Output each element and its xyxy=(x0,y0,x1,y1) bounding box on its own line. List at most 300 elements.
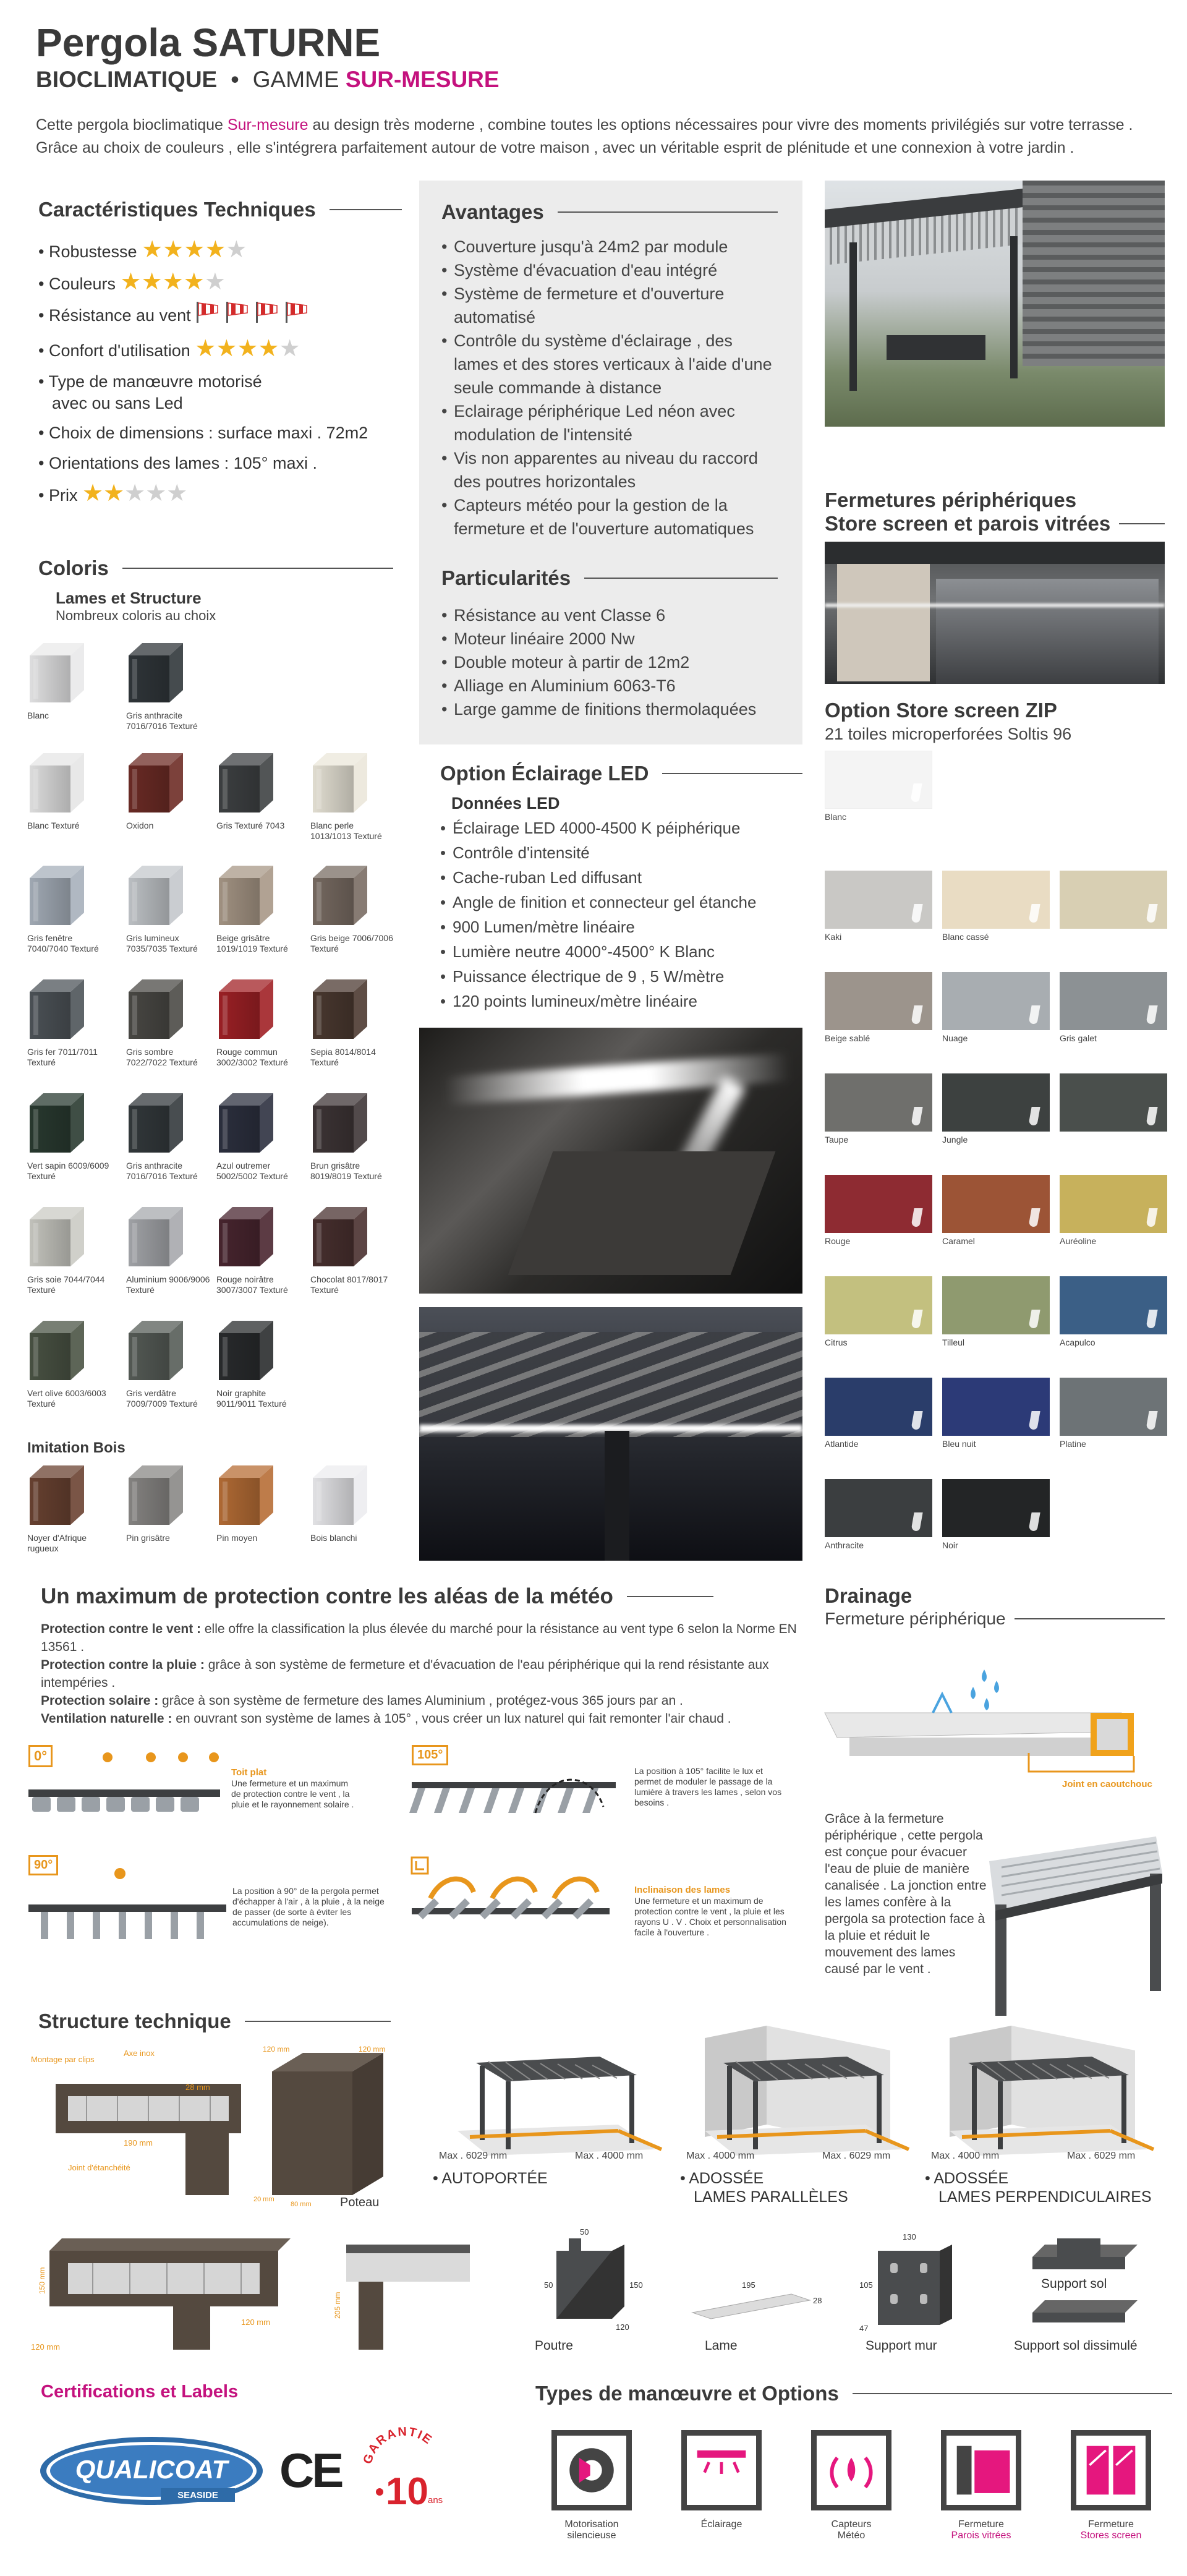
option-icon xyxy=(1071,2430,1151,2510)
fabric-label: Atlantide xyxy=(825,1439,859,1449)
color-swatch xyxy=(27,1318,114,1409)
list-item: • Système d'évacuation d'eau intégré xyxy=(441,258,778,282)
zip-tile-blanc: Blanc xyxy=(825,751,932,822)
color-swatch xyxy=(27,1091,114,1182)
swatch-label: Pin moyen xyxy=(216,1533,258,1543)
header xyxy=(36,21,1161,160)
fabric-sample xyxy=(942,1276,1050,1334)
fabric-sample xyxy=(942,1175,1050,1233)
fabric-sample xyxy=(825,871,932,929)
zip-sub: 21 toiles microperforées Soltis 96 xyxy=(825,725,1072,743)
svg-text:Poteau: Poteau xyxy=(340,2196,380,2209)
color-swatch xyxy=(310,863,397,954)
fermetures-title: Fermetures périphériques Store screen et parois vitrées xyxy=(825,488,1165,535)
color-swatch xyxy=(310,977,397,1068)
list-item: • Alliage en Aluminium 6063-T6 xyxy=(441,674,778,697)
fabric-swatch xyxy=(1060,1378,1167,1449)
profile-cube xyxy=(216,751,276,815)
drainage-text: Grâce à la fermeture périphérique , cette pergola est conçue pour évacuer l'eau de pluie de manière canalisée . La jonction entre les lames confère à la pergola sa protection face à la pluie et réduit le mouvement des lames causé par le vent . xyxy=(825,1812,987,1976)
profile-cube xyxy=(27,751,87,815)
color-swatch xyxy=(216,977,303,1068)
pergola-photo xyxy=(825,181,1165,427)
qualicoat-logo xyxy=(37,2434,266,2508)
swatch-label: Aluminium 9006/9006 Texturé xyxy=(126,1274,210,1295)
diagram-90deg: 90° La position à 90° de la pergola permet d'échapper à l'air , à la pluie , à la neige de passer (de sorte à éviter les accumulations de neige). xyxy=(28,1855,412,1954)
color-swatch xyxy=(310,1463,397,1543)
types-section xyxy=(535,2382,1172,2405)
option-glyph-icon xyxy=(1076,2436,1146,2505)
color-swatch xyxy=(126,1091,213,1182)
fabric-sample xyxy=(1060,871,1167,929)
profile-cube xyxy=(310,977,370,1041)
list-item: • Cache-ruban Led diffusant xyxy=(440,865,802,890)
fabric-label: Acapulco xyxy=(1060,1337,1096,1347)
fabric-swatch xyxy=(825,1276,932,1347)
option-type-3: Capteurs Météo xyxy=(799,2430,904,2554)
svg-text:ans: ans xyxy=(428,2495,443,2506)
led-list xyxy=(440,816,802,1013)
list-item: • Eclairage périphérique Led néon avec modulation de l'intensité xyxy=(441,399,778,446)
option-glyph-icon xyxy=(557,2436,626,2505)
fabric-swatch xyxy=(825,1073,932,1145)
fabric-label: Bleu nuit xyxy=(942,1439,976,1449)
profile-cube xyxy=(310,1463,370,1527)
carac-prix: • Prix ★★★★★ xyxy=(38,480,188,506)
svg-text:Support sol: Support sol xyxy=(1041,2277,1107,2291)
drainage-sub: Fermeture périphérique xyxy=(825,1609,1006,1628)
profile-cube xyxy=(27,1318,87,1383)
fabric-sample xyxy=(1060,972,1167,1030)
option-icon xyxy=(811,2430,891,2510)
swatch-label: Blanc xyxy=(27,710,49,720)
profile-cube xyxy=(126,977,185,1041)
swatch-label: Bois blanchi xyxy=(310,1533,357,1543)
list-item: • Couverture jusqu'à 24m2 par module xyxy=(441,235,778,258)
option-icon xyxy=(551,2430,632,2510)
option-icon xyxy=(681,2430,762,2510)
swatch-label: Sepia 8014/8014 Texturé xyxy=(310,1047,376,1067)
drainage-title: Drainage xyxy=(825,1584,913,1607)
star-icon: ★ xyxy=(204,269,226,295)
profile-cube xyxy=(27,1205,87,1269)
swatch-label: Gris beige 7006/7006 Texturé xyxy=(310,933,393,953)
option-type-4: Fermeture Parois vitrées xyxy=(929,2430,1034,2554)
types-title: Types de manœuvre et Options xyxy=(535,2382,1172,2405)
swatch-label: Vert sapin 6009/6009 Texturé xyxy=(27,1161,109,1181)
svg-text:Support mur: Support mur xyxy=(866,2339,937,2353)
profile-cube xyxy=(27,977,87,1041)
swatch-label: Azul outremer 5002/5002 Texturé xyxy=(216,1161,288,1181)
fabric-sample xyxy=(1060,1073,1167,1132)
color-swatch xyxy=(126,751,213,831)
list-item: • Double moteur à partir de 12m2 xyxy=(441,650,778,674)
svg-text:47: 47 xyxy=(859,2324,869,2333)
led-sub: Données LED xyxy=(451,794,560,812)
list-item: • Éclairage LED 4000-4500 K péiphérique xyxy=(440,816,802,840)
fabric-swatch xyxy=(942,1378,1050,1449)
color-swatch xyxy=(27,641,114,721)
profiles-diagram xyxy=(519,2226,1175,2368)
led-photo-2 xyxy=(419,1307,802,1561)
max-b: Max . 4000 mm xyxy=(575,2151,644,2161)
led-title: Option Éclairage LED xyxy=(440,762,802,785)
swatch-label: Gris lumineux 7035/7035 Texturé xyxy=(126,933,198,953)
star-icon: ★ xyxy=(166,480,188,506)
bois-title: Imitation Bois xyxy=(27,1439,126,1456)
carac-confort: • Confort d'utilisation ★★★★★ xyxy=(38,336,300,362)
color-swatch xyxy=(310,1091,397,1182)
list-item: • Moteur linéaire 2000 Nw xyxy=(441,627,778,650)
swatch-label: Gris Texturé 7043 xyxy=(216,821,285,830)
diagram-0deg: 0° Toit plat Une fermeture et un maximum de protection contre le vent , la pluie et le rayonnement solaire . xyxy=(28,1745,399,1832)
star-icon: ★ xyxy=(163,237,184,263)
particularites-title: Particularités xyxy=(441,566,778,590)
profile-cube xyxy=(216,1318,276,1383)
fabric-swatch xyxy=(825,1175,932,1246)
gutter-diagram xyxy=(321,2232,476,2356)
fabric-sample xyxy=(942,972,1050,1030)
louvres-90-icon xyxy=(28,1855,239,1954)
profile-cube xyxy=(126,1205,185,1269)
fabric-sample xyxy=(942,1479,1050,1537)
fabric-sample xyxy=(942,1378,1050,1436)
color-swatch xyxy=(216,1318,303,1409)
fabric-sample xyxy=(825,1276,932,1334)
carac-title: Caractéristiques Techniques xyxy=(38,198,402,221)
profile-cube xyxy=(126,863,185,928)
swatch-label: Blanc Texturé xyxy=(27,821,80,830)
config-3 xyxy=(925,2032,1166,2217)
star-icon: ★ xyxy=(142,237,163,263)
profile-cube xyxy=(126,1463,185,1527)
color-swatch xyxy=(27,1205,114,1295)
protection-title: Un maximum de protection contre les aléas de la météo xyxy=(41,1584,814,1609)
swatch-label: Blanc perle 1013/1013 Texturé xyxy=(310,821,382,841)
profile-cube xyxy=(27,1091,87,1155)
coloris-title: Coloris xyxy=(38,557,393,580)
option-type-1: Motorisation silencieuse xyxy=(539,2430,644,2554)
profile-cube xyxy=(310,1205,370,1269)
svg-text:Axe inox: Axe inox xyxy=(124,2049,155,2058)
rating-prix xyxy=(82,480,188,506)
fabric-sample xyxy=(1060,1175,1167,1233)
beam-corner-diagram xyxy=(31,2226,315,2356)
star-icon: ★ xyxy=(82,480,104,506)
fabric-swatch xyxy=(825,1479,932,1550)
fabric-sample xyxy=(942,1073,1050,1132)
color-swatch xyxy=(27,1463,114,1554)
fabric-label: Blanc cassé xyxy=(942,932,989,942)
star-icon: ★ xyxy=(124,480,146,506)
pergola-side-diagram xyxy=(977,1824,1175,2022)
intro-text: Cette pergola bioclimatique Sur-mesure au design très moderne , combine toutes les options nécessaires pour vivre des moments privilégiés sur votre terrasse . Grâce au choix de couleurs , elle s'intégrera parfaitement autour de votre maison , avec un véritable esprit de plénitude et une connexion à votre jardin . xyxy=(36,116,1133,156)
swatch-label: Chocolat 8017/8017 Texturé xyxy=(310,1274,388,1295)
louvres-incline-icon xyxy=(412,1855,622,1954)
fabric-swatch xyxy=(1060,871,1167,932)
profile-cube xyxy=(27,1463,87,1527)
diagram-105deg: 105° La position à 105° facilite le lux et permet de moduler le passage de la lumière à travers les lames , selon vos besoins . xyxy=(412,1745,807,1832)
swatch-label: Gris anthracite 7016/7016 Texturé xyxy=(126,1161,198,1181)
svg-text:150 mm: 150 mm xyxy=(38,2267,46,2294)
fabric-label: Kaki xyxy=(825,932,842,942)
color-swatch xyxy=(310,751,397,842)
fabric-swatch xyxy=(1060,1073,1167,1135)
fabric-label: Gris galet xyxy=(1060,1033,1097,1043)
profile-cube xyxy=(216,863,276,928)
svg-text:120: 120 xyxy=(616,2322,629,2332)
drainage-diagram xyxy=(825,1645,1165,1793)
config-2 xyxy=(680,2032,921,2217)
list-item: • Contrôle d'intensité xyxy=(440,840,802,865)
svg-text:120 mm: 120 mm xyxy=(241,2318,270,2327)
config-label: • AUTOPORTÉE xyxy=(433,2170,548,2187)
list-item: • Angle de finition et connecteur gel étanche xyxy=(440,890,802,915)
svg-text:28 mm: 28 mm xyxy=(185,2083,210,2092)
star-icon: ★ xyxy=(279,336,300,362)
swatch-label: Gris verdâtre 7009/7009 Texturé xyxy=(126,1388,198,1409)
swatch-label: Pin grisâtre xyxy=(126,1533,170,1543)
swatch-label: Rouge noirâtre 3007/3007 Texturé xyxy=(216,1274,288,1295)
fabric-label: Platine xyxy=(1060,1439,1086,1449)
fabric-swatch xyxy=(942,1479,1050,1550)
list-item: • Capteurs météo pour la gestion de la fermeture et de l'ouverture automatiques xyxy=(441,493,778,540)
fabric-swatch xyxy=(942,972,1050,1043)
swatch-label: Rouge commun 3002/3002 Texturé xyxy=(216,1047,288,1067)
option-icon xyxy=(941,2430,1021,2510)
profile-cube xyxy=(126,641,185,705)
structure-section xyxy=(38,2010,391,2033)
profile-cube xyxy=(310,863,370,928)
option-glyph-icon xyxy=(687,2436,756,2505)
drainage-section xyxy=(825,1584,1165,1629)
fabric-label: Nuage xyxy=(942,1033,968,1043)
carac-type: • Type de manœuvre motorisé avec ou sans Led xyxy=(38,372,262,412)
profile-cube xyxy=(310,751,370,815)
swatch-label: Gris fenêtre 7040/7040 Texturé xyxy=(27,933,99,953)
color-swatch xyxy=(27,977,114,1068)
list-item: • Puissance électrique de 9 , 5 W/mètre xyxy=(440,964,802,989)
swatch-label: Gris soie 7044/7044 Texturé xyxy=(27,1274,105,1295)
star-icon: ★ xyxy=(195,336,216,362)
max-b: Max . 6029 mm xyxy=(822,2151,891,2161)
fabric-swatch xyxy=(825,871,932,942)
list-item: • Contrôle du système d'éclairage , des lames et des stores verticaux à l'aide d'une seule commande à distance xyxy=(441,329,778,399)
swatch-label: Gris sombre 7022/7022 Texturé xyxy=(126,1047,198,1067)
fabric-label: Auréoline xyxy=(1060,1236,1097,1246)
profile-cube xyxy=(126,1318,185,1383)
color-swatch xyxy=(126,977,213,1068)
fabric-swatch xyxy=(942,1175,1050,1246)
fabric-sample xyxy=(1060,1276,1167,1334)
color-swatch xyxy=(216,1463,303,1543)
svg-text:20 mm: 20 mm xyxy=(253,2196,274,2203)
svg-text:10: 10 xyxy=(386,2470,428,2513)
fabric-swatch xyxy=(942,1276,1050,1347)
carac-robustesse: • Robustesse ★★★★★ xyxy=(38,237,247,263)
profile-cube xyxy=(216,1463,276,1527)
swatch-label: Oxidon xyxy=(126,821,154,830)
zip-section xyxy=(825,699,1165,744)
structure-title: Structure technique xyxy=(38,2010,391,2033)
avantages-box xyxy=(419,181,802,744)
svg-text:205 mm: 205 mm xyxy=(333,2292,342,2319)
swatch-label: Noir graphite 9011/9011 Texturé xyxy=(216,1388,287,1409)
svg-text:Poutre: Poutre xyxy=(535,2339,573,2353)
diagram-inclinaison: Inclinaison des lames Une fermeture et un maximum de protection contre le vent , la pluie et les rayons U . V . Choix et personnalisation facile à l'ouverture . xyxy=(412,1855,807,1960)
store-photo xyxy=(825,542,1165,684)
rating-confort xyxy=(195,336,300,362)
svg-text:Joint d'étanchéité: Joint d'étanchéité xyxy=(68,2163,130,2172)
swatch-label: Vert olive 6003/6003 Texturé xyxy=(27,1388,106,1409)
svg-text:QUALICOAT: QUALICOAT xyxy=(75,2455,228,2484)
color-swatch xyxy=(216,1091,303,1182)
svg-text:120 mm: 120 mm xyxy=(359,2045,386,2054)
svg-text:120 mm: 120 mm xyxy=(263,2045,290,2054)
svg-text:28: 28 xyxy=(813,2296,822,2305)
max-a: Max . 6029 mm xyxy=(439,2151,508,2161)
swatch-label: Gris fer 7011/7011 Texturé xyxy=(27,1047,98,1067)
fabric-label: Caramel xyxy=(942,1236,975,1246)
garantie-badge xyxy=(359,2426,451,2519)
profile-cube xyxy=(216,1205,276,1269)
svg-text:GARANTIE: GARANTIE xyxy=(360,2426,435,2466)
fabric-swatch xyxy=(1060,972,1167,1043)
svg-text:190 mm: 190 mm xyxy=(124,2138,153,2147)
star-icon: ★ xyxy=(258,336,279,362)
fabric-swatch xyxy=(942,871,1050,942)
fabric-swatch xyxy=(825,1378,932,1449)
page-title: Pergola SATURNE xyxy=(36,20,381,65)
svg-text:Support sol dissimulé: Support sol dissimulé xyxy=(1014,2339,1138,2353)
swatch-label: Beige grisâtre 1019/1019 Texturé xyxy=(216,933,288,953)
profile-cube xyxy=(310,1091,370,1155)
max-b: Max . 6029 mm xyxy=(1067,2151,1136,2161)
swatch-label: Brun grisâtre 8019/8019 Texturé xyxy=(310,1161,382,1181)
list-item: • Système de fermeture et d'ouverture automatisé xyxy=(441,282,778,329)
windsock-rating xyxy=(195,299,319,334)
svg-text:195: 195 xyxy=(742,2280,755,2290)
profile-cube xyxy=(27,641,87,705)
page-subtitle: BIOCLIMATIQUE • GAMME SUR-MESURE xyxy=(36,67,500,92)
option-glyph-icon xyxy=(817,2436,886,2505)
protection-section xyxy=(41,1584,814,1728)
config-1 xyxy=(433,2032,674,2217)
svg-text:Lame: Lame xyxy=(705,2339,738,2353)
star-icon: ★ xyxy=(103,480,125,506)
fabric-label: Tilleul xyxy=(942,1337,965,1347)
star-icon: ★ xyxy=(205,237,226,263)
ce-mark: CE xyxy=(279,2443,342,2497)
carac-list xyxy=(38,235,402,511)
beam-section-diagram xyxy=(31,2047,260,2207)
led-photo-1 xyxy=(419,1028,802,1294)
option-type-2: Éclairage xyxy=(669,2430,774,2554)
pergola-config-icon xyxy=(433,2032,674,2156)
svg-text:50: 50 xyxy=(580,2227,589,2237)
color-swatch xyxy=(310,1205,397,1295)
star-icon: ★ xyxy=(145,480,167,506)
star-icon: ★ xyxy=(141,269,163,295)
color-swatch xyxy=(126,1205,213,1295)
swatch-label: Noyer d'Afrique rugueux xyxy=(27,1533,87,1553)
fabric-sample xyxy=(942,871,1050,929)
color-swatch xyxy=(27,863,114,954)
profile-cube xyxy=(216,1091,276,1155)
option-glyph-icon xyxy=(947,2436,1016,2505)
fabric-label: Rouge xyxy=(825,1236,851,1246)
fabric-label: Jungle xyxy=(942,1135,968,1145)
carac-vent: • Résistance au vent xyxy=(38,299,402,334)
zip-title: Option Store screen ZIP xyxy=(825,699,1057,722)
color-swatch xyxy=(126,1318,213,1409)
swatch-label: Gris anthracite 7016/7016 Texturé xyxy=(126,710,198,731)
list-item: • 900 Lumen/mètre linéaire xyxy=(440,915,802,939)
fabric-sample xyxy=(825,972,932,1030)
fabric-sample xyxy=(825,1378,932,1436)
svg-text:SEASIDE: SEASIDE xyxy=(177,2490,218,2501)
color-swatch xyxy=(126,1463,213,1543)
protection-text: Protection contre le vent : elle offre la classification la plus élevée du marché pour la résistance au vent type 6 selon la Norme EN 13561 . Protection contre la pluie : grâce à son système de fermeture et d'évacuation de l'eau périphérique qui la rend résistante aux intempéries . Protection solaire : grâce à son système de fermeture des lames Aluminium , protégez-vous 365 jours par an . Ventilation naturelle : en ouvrant son système de lames à 105° , vous créer un lux naturel qui fait remonter l'air chaud . xyxy=(41,1622,797,1726)
windsock-icon xyxy=(195,299,319,324)
star-icon: ★ xyxy=(120,269,142,295)
color-swatch xyxy=(216,751,303,831)
max-a: Max . 4000 mm xyxy=(686,2151,755,2161)
star-icon: ★ xyxy=(237,336,258,362)
avantages-title: Avantages xyxy=(441,200,778,224)
svg-text:105: 105 xyxy=(859,2280,873,2290)
fabric-label: Beige sablé xyxy=(825,1033,870,1043)
color-swatch xyxy=(216,863,303,954)
avantages-list xyxy=(441,235,778,540)
led-section xyxy=(440,762,802,1013)
list-item: • 120 points lumineux/mètre linéaire xyxy=(440,989,802,1013)
coloris-sub: Lames et Structure Nombreux coloris au choix xyxy=(56,589,216,623)
color-swatch xyxy=(27,751,114,831)
star-icon: ★ xyxy=(184,237,205,263)
pergola-config-icon xyxy=(925,2032,1166,2156)
louvres-105-icon xyxy=(412,1745,634,1832)
config-label: • ADOSSÉE LAMES PERPENDICULAIRES xyxy=(925,2170,1152,2206)
list-item: • Large gamme de finitions thermolaquées xyxy=(441,697,778,721)
star-icon: ★ xyxy=(226,237,247,263)
fabric-swatch xyxy=(1060,1175,1167,1246)
particularites-list xyxy=(441,603,778,721)
svg-text:150: 150 xyxy=(629,2280,643,2290)
svg-text:50: 50 xyxy=(544,2280,553,2290)
fabric-sample xyxy=(825,1175,932,1233)
config-label: • ADOSSÉE LAMES PARALLÈLES xyxy=(680,2170,848,2206)
star-icon: ★ xyxy=(183,269,205,295)
list-item: • Vis non apparentes au niveau du raccord des poutres horizontales xyxy=(441,446,778,493)
fabric-label: Taupe xyxy=(825,1135,849,1145)
fabric-label: Citrus xyxy=(825,1337,848,1347)
fabric-label: Anthracite xyxy=(825,1540,864,1550)
list-item: • Lumière neutre 4000°-4500° K Blanc xyxy=(440,939,802,964)
coloris-section xyxy=(38,557,393,624)
star-icon: ★ xyxy=(162,269,184,295)
poteau-diagram xyxy=(253,2045,402,2209)
svg-text:120 mm: 120 mm xyxy=(31,2342,60,2352)
max-a: Max . 4000 mm xyxy=(931,2151,1000,2161)
fabric-label: Noir xyxy=(942,1540,958,1550)
profile-cube xyxy=(27,863,87,928)
star-icon: ★ xyxy=(216,336,237,362)
carac-couleurs: • Couleurs ★★★★★ xyxy=(38,269,226,295)
profile-cube xyxy=(126,751,185,815)
fabric-sample xyxy=(825,1073,932,1132)
carac-orient: • Orientations des lames : 105° maxi . xyxy=(38,454,317,472)
carac-dim: • Choix de dimensions : surface maxi . 72m2 xyxy=(38,424,368,442)
